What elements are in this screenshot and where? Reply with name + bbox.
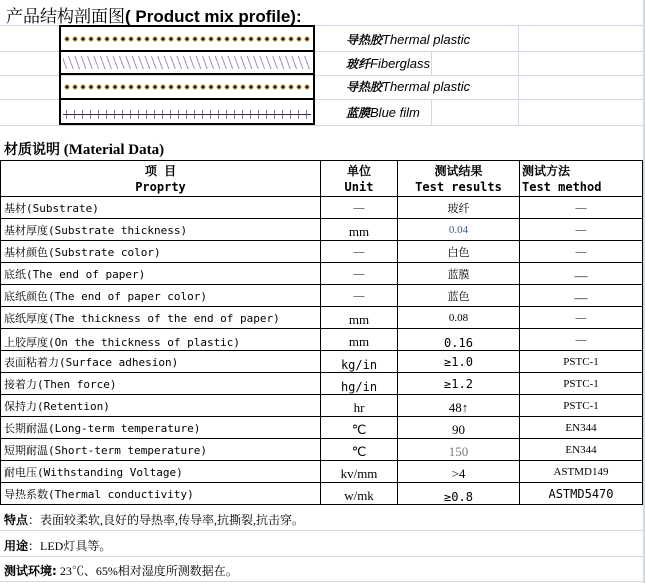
features-text: ：表面较柔软,良好的导热率,传导率,抗撕裂,抗击穿。 (28, 513, 305, 527)
star-pattern-icon (63, 36, 311, 42)
cell-method: — (520, 285, 643, 307)
header-cn: 测试方法 (522, 163, 571, 178)
header-en: Unit (344, 179, 374, 194)
cell-method: — (520, 307, 643, 329)
layer-label-en: Fiberglass (370, 56, 430, 71)
cell-result: ≥0.8 (398, 483, 520, 505)
cell-unit: w/mk (321, 483, 398, 505)
cell-method: — (520, 197, 643, 219)
material-data-table (0, 160, 643, 505)
layer-label-cn: 导热胶 (346, 80, 383, 94)
cell-result: ≥1.0 (398, 351, 520, 373)
title-en: ( Product mix profile): (125, 7, 302, 26)
product-profile-diagram (59, 25, 315, 125)
cell-result: 90 (398, 417, 520, 439)
cell-result: 0.08 (398, 307, 520, 329)
cell-result: 蓝膜 (398, 263, 520, 285)
layer-label (346, 55, 430, 72)
layer-blue-film (61, 100, 313, 123)
header-en: Test results (415, 179, 502, 194)
header-cn: 单位 (346, 163, 371, 178)
cell-property: 上胶厚度(On the thickness of plastic) (1, 329, 321, 351)
cell-method: — (520, 241, 643, 263)
cell-method: ASTMD149 (520, 461, 643, 483)
gridline (431, 99, 432, 125)
table-row (1, 329, 643, 351)
gridline (0, 581, 645, 582)
table-header-row (1, 161, 643, 197)
table-row (1, 219, 643, 241)
section-title-cn: 材质说明 (4, 142, 60, 158)
layer-label-cn: 导热胶 (346, 33, 383, 47)
header-test-results (398, 161, 520, 197)
cell-method: PSTC-1 (520, 373, 643, 395)
env-text: 23℃、65%相对湿度所测数据在。 (56, 564, 238, 578)
material-data-title (4, 139, 164, 159)
cell-property: 底纸(The end of paper) (1, 263, 321, 285)
cell-property: 导热系数(Thermal conductivity) (1, 483, 321, 505)
cell-property: 耐电压(Withstanding Voltage) (1, 461, 321, 483)
cell-unit: — (321, 263, 398, 285)
table-row (1, 241, 643, 263)
cell-result: 0.16 (398, 329, 520, 351)
layer-label (346, 31, 470, 48)
table-row (1, 395, 643, 417)
cell-unit: hr (321, 395, 398, 417)
cell-unit: kg/in (321, 351, 398, 373)
gridline (0, 530, 645, 531)
cell-result: 玻纤 (398, 197, 520, 219)
env-label: 测试环境: (4, 564, 57, 578)
cell-property: 表面粘着力(Surface adhesion) (1, 351, 321, 373)
cell-unit: kv/mm (321, 461, 398, 483)
cell-result: >4 (398, 461, 520, 483)
page-title (6, 2, 302, 27)
cell-method: PSTC-1 (520, 351, 643, 373)
table-row (1, 483, 643, 505)
cell-method: — (520, 219, 643, 241)
gridline (0, 556, 645, 557)
cell-property: 底纸厚度(The thickness of the end of paper) (1, 307, 321, 329)
layer-label-en: Thermal plastic (382, 32, 471, 47)
layer-label-en: Blue film (370, 105, 420, 120)
cell-property: 底纸颜色(The end of paper color) (1, 285, 321, 307)
layer-thermal-plastic-top (61, 27, 313, 52)
cell-property: 基材(Substrate) (1, 197, 321, 219)
cell-property: 长期耐温(Long-term temperature) (1, 417, 321, 439)
title-cn: 产品结构剖面图 (6, 7, 125, 27)
table-row (1, 351, 643, 373)
usage-label: 用途 (4, 539, 29, 553)
layer-label-cn: 玻纤 (346, 57, 371, 71)
features-label: 特点 (4, 513, 29, 527)
cell-unit: mm (321, 219, 398, 241)
star-pattern-icon (63, 84, 311, 90)
table-row (1, 285, 643, 307)
cell-unit: ℃ (321, 439, 398, 461)
cell-unit: hg/in (321, 373, 398, 395)
header-en: Test method (522, 179, 602, 194)
cell-result: 150 (398, 439, 520, 461)
cell-result: 蓝色 (398, 285, 520, 307)
usage-text: ：LED灯具等。 (28, 539, 112, 553)
layer-label (346, 104, 420, 121)
usage-note (4, 537, 111, 554)
plus-pattern-icon (63, 110, 311, 119)
cell-method: EN344 (520, 417, 643, 439)
cell-result: 48↑ (398, 395, 520, 417)
table-row (1, 373, 643, 395)
cell-unit: — (321, 197, 398, 219)
cell-method: ASTMD5470 (520, 483, 643, 505)
layer-label-en: Thermal plastic (382, 79, 471, 94)
header-test-method (520, 161, 643, 197)
section-title-en: (Material Data) (63, 142, 165, 158)
cell-property: 基材颜色(Substrate color) (1, 241, 321, 263)
header-cn: 项 目 (144, 163, 177, 178)
cell-unit: — (321, 241, 398, 263)
header-unit (321, 161, 398, 197)
cell-property: 基材厚度(Substrate thickness) (1, 219, 321, 241)
cell-property: 保持力(Retention) (1, 395, 321, 417)
layer-fiberglass (61, 52, 313, 75)
table-row (1, 197, 643, 219)
cell-unit: mm (321, 329, 398, 351)
layer-label-cn: 蓝膜 (346, 106, 371, 120)
table-row (1, 307, 643, 329)
cell-unit: — (321, 285, 398, 307)
cell-property: 短期耐温(Short-term temperature) (1, 439, 321, 461)
gridline (431, 51, 432, 75)
header-property (1, 161, 321, 197)
cell-result: 0.04 (398, 219, 520, 241)
cell-property: 接着力(Then force) (1, 373, 321, 395)
cell-result: 白色 (398, 241, 520, 263)
layer-thermal-plastic-bottom (61, 75, 313, 100)
slash-pattern-icon (63, 56, 311, 69)
table-row (1, 461, 643, 483)
features-note (4, 511, 304, 528)
table-row (1, 439, 643, 461)
table-row (1, 417, 643, 439)
cell-result: ≥1.2 (398, 373, 520, 395)
cell-method: — (520, 329, 643, 351)
table-row (1, 263, 643, 285)
cell-unit: mm (321, 307, 398, 329)
cell-method: EN344 (520, 439, 643, 461)
test-environment-note (4, 562, 238, 579)
header-en: Proprty (135, 179, 186, 194)
layer-label (346, 78, 470, 95)
gridline (518, 25, 519, 125)
header-cn: 测试结果 (434, 163, 483, 178)
cell-unit: ℃ (321, 417, 398, 439)
cell-method: — (520, 263, 643, 285)
gridline (0, 125, 645, 126)
cell-method: PSTC-1 (520, 395, 643, 417)
